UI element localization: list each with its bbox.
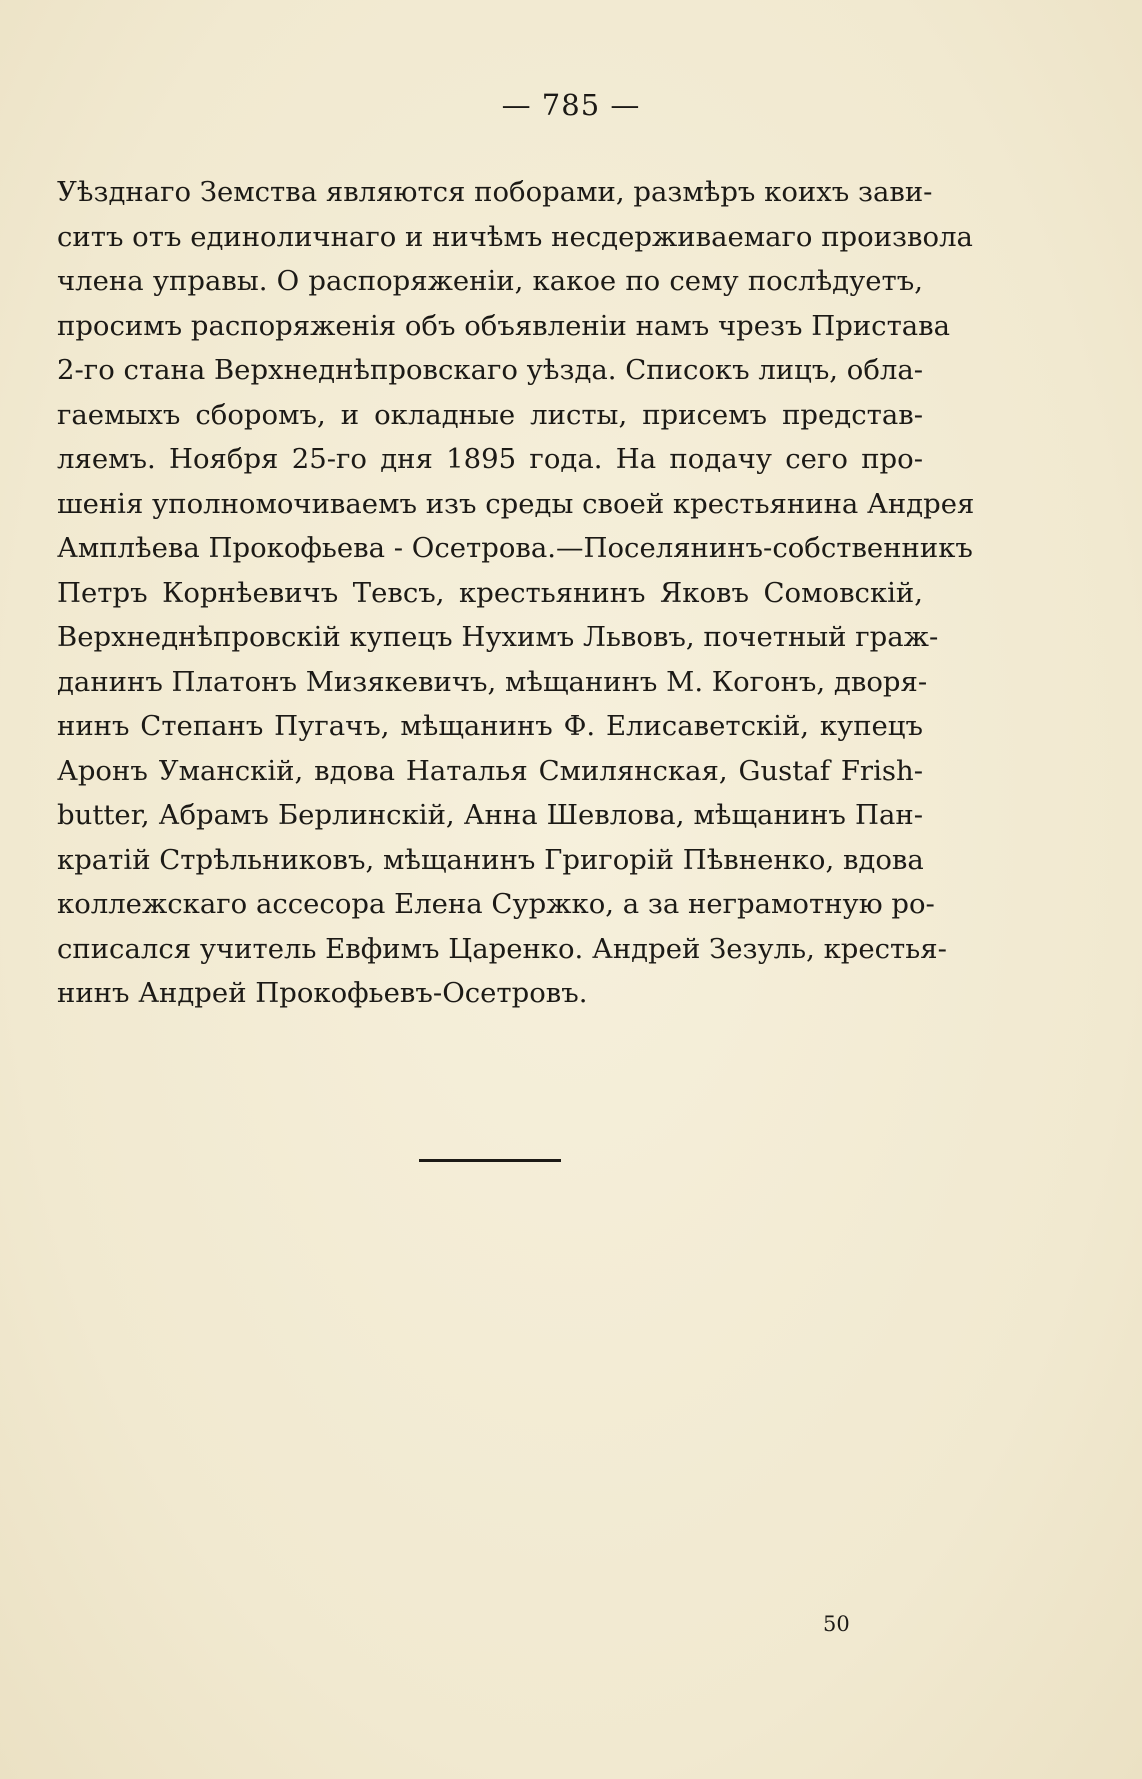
text-line: butter, Абрамъ Берлинскій, Анна Шевлова, мѣщанинъ Пан- <box>57 799 923 831</box>
text-line: Уѣзднаго Земства являются поборами, размѣръ коихъ зави- <box>57 176 933 208</box>
text-line: гаемыхъ сборомъ, и окладные листы, присемъ представ- <box>57 398 923 431</box>
page-number: — 785 — <box>501 88 641 122</box>
text-line: члена управы. О распоряженіи, какое по сему послѣдуетъ, <box>57 265 923 297</box>
signature-mark: 50 <box>823 1612 850 1636</box>
text-line: ляемъ. Ноября 25-го дня 1895 года. На подачу сего про- <box>57 443 923 475</box>
text-line: Аронъ Уманскій, вдова Наталья Смилянская, Gustaf Frish- <box>57 754 923 787</box>
text-line: списался учитель Евфимъ Царенко. Андрей Зезуль, крестья- <box>57 932 947 965</box>
text-line: нинъ Степанъ Пугачъ, мѣщанинъ Ф. Елисаветскій, купецъ <box>57 710 923 742</box>
text-line: Верхнеднѣпровскій купецъ Нухимъ Львовъ, почетный граж- <box>57 621 939 653</box>
text-line: 2-го стана Верхнеднѣпровскаго уѣзда. Списокъ лицъ, обла- <box>57 354 924 386</box>
text-line: нинъ Андрей Прокофьевъ-Осетровъ. <box>57 977 588 1009</box>
body-text <box>57 170 975 1016</box>
text-line: просимъ распоряженія объ объявленіи намъ чрезъ Пристава <box>57 309 951 342</box>
text-line: Петръ Корнѣевичъ Тевсъ, крестьянинъ Яковъ Сомовскій, <box>57 576 923 609</box>
text-line: кратій Стрѣльниковъ, мѣщанинъ Григорій Пѣвненко, вдова <box>57 843 924 876</box>
text-line: ситъ отъ единоличнаго и ничѣмъ несдерживаемаго произвола <box>57 220 973 253</box>
text-line: Амплѣева Прокофьева - Осетрова.—Поселянинъ-собственникъ <box>57 532 973 564</box>
divider-rule <box>419 1159 561 1162</box>
text-line: шенія уполномочиваемъ изъ среды своей крестьянина Андрея <box>57 487 975 520</box>
text-line: коллежскаго ассесора Елена Суржко, а за неграмотную ро- <box>57 888 935 920</box>
text-line: данинъ Платонъ Мизякевичъ, мѣщанинъ М. Когонъ, дворя- <box>57 665 928 698</box>
